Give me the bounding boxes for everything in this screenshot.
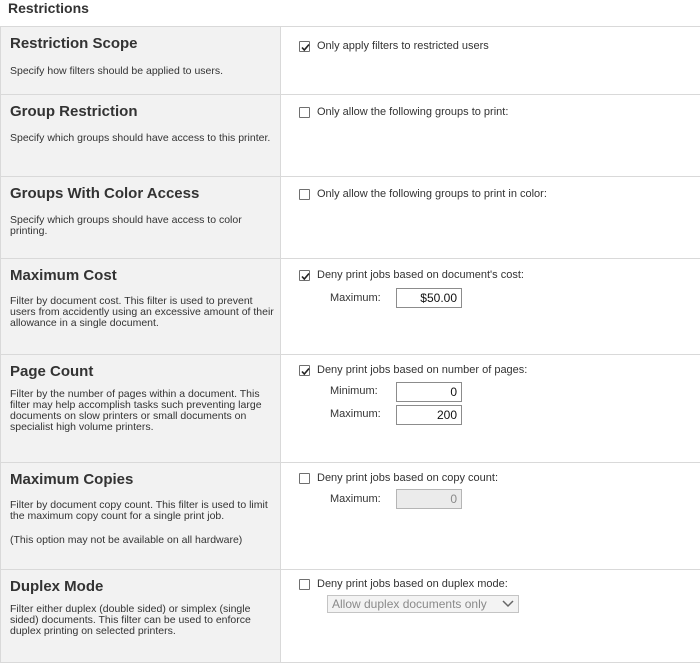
color-access-checkbox[interactable]: [299, 189, 310, 200]
section-title: Restrictions: [8, 0, 89, 16]
checkbox-label: Only allow the following groups to print in color:: [317, 188, 547, 200]
row-description: Filter by document cost. This filter is used to prevent users from accidently using an excessive amount of their allowance in a single document.: [10, 295, 274, 329]
checkbox-label: Deny print jobs based on duplex mode:: [317, 578, 508, 590]
checkmark-icon: [300, 271, 311, 282]
row-description: Specify which groups should have access to this printer.: [10, 132, 271, 144]
duplex-mode-checkbox[interactable]: [299, 579, 310, 590]
checkbox-label: Deny print jobs based on document's cost:: [317, 269, 524, 281]
hardware-note: (This option may not be available on all hardware): [10, 534, 243, 546]
row-duplex-mode: [0, 570, 700, 663]
row-title: Restriction Scope: [10, 35, 138, 52]
minimum-label: Minimum:: [330, 385, 378, 397]
select-value: Allow duplex documents only: [332, 597, 487, 611]
maximum-label: Maximum:: [330, 292, 381, 304]
row-title: Groups With Color Access: [10, 185, 200, 202]
maximum-pages-input[interactable]: 200: [396, 405, 462, 425]
row-maximum-copies: [0, 463, 700, 570]
checkmark-icon: [300, 42, 311, 53]
row-groups-color-access: [0, 177, 700, 259]
checkbox-label: Deny print jobs based on number of pages:: [317, 364, 528, 376]
row-description: Specify how filters should be applied to users.: [10, 65, 224, 77]
maximum-cost-input[interactable]: $50.00: [396, 288, 462, 308]
checkbox-label: Deny print jobs based on copy count:: [317, 472, 499, 484]
row-description: Specify which groups should have access to color printing.: [10, 214, 242, 237]
row-description: Filter by document copy count. This filter is used to limit the maximum copy count for a single print job.: [10, 499, 268, 522]
row-page-count: [0, 355, 700, 463]
page-count-checkbox[interactable]: [299, 365, 310, 376]
row-description: Filter either duplex (double sided) or simplex (single sided) documents. This filter can be used to enforce duplex printing on selected printers.: [10, 603, 251, 637]
checkmark-icon: [300, 366, 311, 377]
checkbox-label: Only allow the following groups to print:: [317, 106, 509, 118]
restricted-users-checkbox[interactable]: [299, 41, 310, 52]
row-description: Filter by the number of pages within a document. This filter may help accomplish tasks such preventing large documents on slow printers or small documents on specialist high volume printers.: [10, 388, 262, 433]
row-group-restriction: [0, 95, 700, 177]
row-title: Page Count: [10, 363, 94, 380]
chevron-down-icon: [502, 599, 514, 609]
document-cost-checkbox[interactable]: [299, 270, 310, 281]
row-title: Group Restriction: [10, 103, 138, 120]
row-title: Duplex Mode: [10, 578, 104, 595]
checkbox-label: Only apply filters to restricted users: [317, 40, 489, 52]
row-maximum-cost: [0, 259, 700, 355]
row-title: Maximum Cost: [10, 267, 117, 284]
maximum-label: Maximum:: [330, 493, 381, 505]
group-restriction-checkbox[interactable]: [299, 107, 310, 118]
row-restriction-scope: [0, 27, 700, 95]
maximum-label: Maximum:: [330, 408, 381, 420]
row-title: Maximum Copies: [10, 471, 134, 488]
duplex-mode-select[interactable]: [327, 595, 519, 613]
maximum-copies-input[interactable]: 0: [396, 489, 462, 509]
restrictions-table: [0, 26, 700, 663]
minimum-pages-input[interactable]: 0: [396, 382, 462, 402]
copy-count-checkbox[interactable]: [299, 473, 310, 484]
